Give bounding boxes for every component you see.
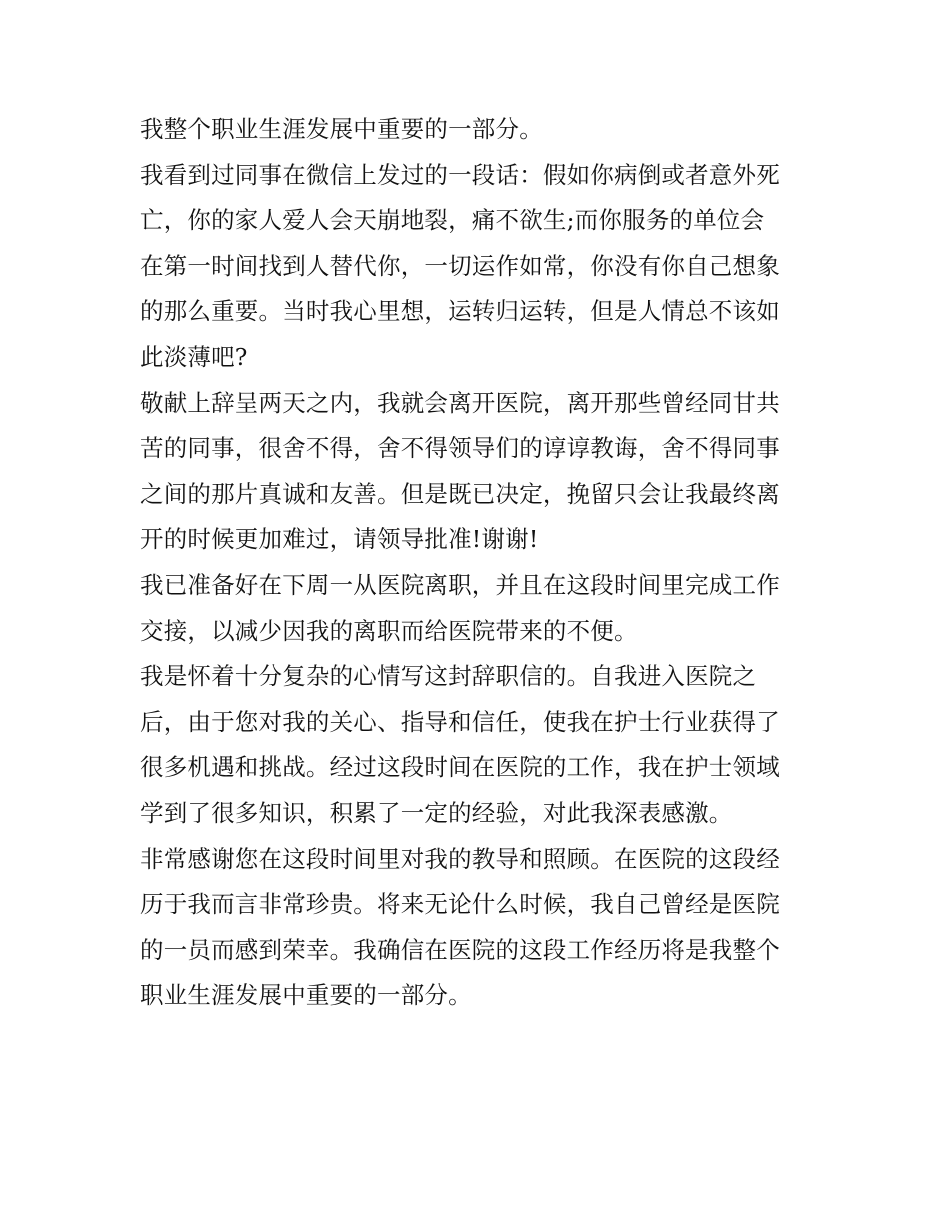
text-line: 我整个职业生涯发展中重要的一部分。 bbox=[140, 115, 543, 143]
paragraph-gratitude bbox=[140, 654, 820, 836]
text-line: 我看到过同事在微信上发过的一段话：假如你病倒或者意外死 bbox=[140, 160, 780, 189]
text-line: 在第一时间找到人替代你，一切运作如常，你没有你自己想象 bbox=[140, 251, 780, 280]
paragraph-continuation bbox=[140, 107, 820, 153]
text-line: 的那么重要。当时我心里想，运转归运转，但是人情总不该如 bbox=[140, 297, 780, 326]
text-line: 职业生涯发展中重要的一部分。 bbox=[140, 981, 472, 1010]
text-line: 亡，你的家人爱人会天崩地裂，痛不欲生;而你服务的单位会 bbox=[140, 206, 765, 235]
text-line: 之间的那片真诚和友善。但是既已决定，挽留只会让我最终离 bbox=[140, 479, 780, 508]
paragraph-resignation-notice bbox=[140, 381, 820, 563]
text-line: 敬献上辞呈两天之内，我就会离开医院，离开那些曾经同甘共 bbox=[140, 388, 780, 417]
paragraph-handover bbox=[140, 563, 820, 654]
text-line: 我是怀着十分复杂的心情写这封辞职信的。自我进入医院之 bbox=[140, 662, 757, 691]
text-line: 学到了很多知识，积累了一定的经验，对此我深表感激。 bbox=[140, 798, 733, 827]
text-line: 我已准备好在下周一从医院离职，并且在这段时间里完成工作 bbox=[140, 570, 780, 599]
letter-body bbox=[140, 107, 820, 1019]
text-line: 非常感谢您在这段时间里对我的教导和照顾。在医院的这段经 bbox=[140, 844, 780, 873]
text-line: 历于我而言非常珍贵。将来无论什么时候，我自己曾经是医院 bbox=[140, 890, 780, 919]
text-line: 很多机遇和挑战。经过这段时间在医院的工作，我在护士领域 bbox=[140, 753, 780, 782]
text-line: 苦的同事，很舍不得，舍不得领导们的谆谆教诲，舍不得同事 bbox=[140, 434, 780, 463]
text-line: 开的时候更加难过，请领导批准!谢谢! bbox=[140, 525, 539, 554]
text-line: 交接，以减少因我的离职而给医院带来的不便。 bbox=[140, 616, 638, 645]
text-line: 后，由于您对我的关心、指导和信任，使我在护士行业获得了 bbox=[140, 707, 780, 736]
paragraph-colleague-quote bbox=[140, 153, 820, 381]
text-line: 此淡薄吧? bbox=[140, 342, 248, 371]
text-line: 的一员而感到荣幸。我确信在医院的这段工作经历将是我整个 bbox=[140, 935, 780, 964]
paragraph-closing bbox=[140, 837, 820, 1019]
